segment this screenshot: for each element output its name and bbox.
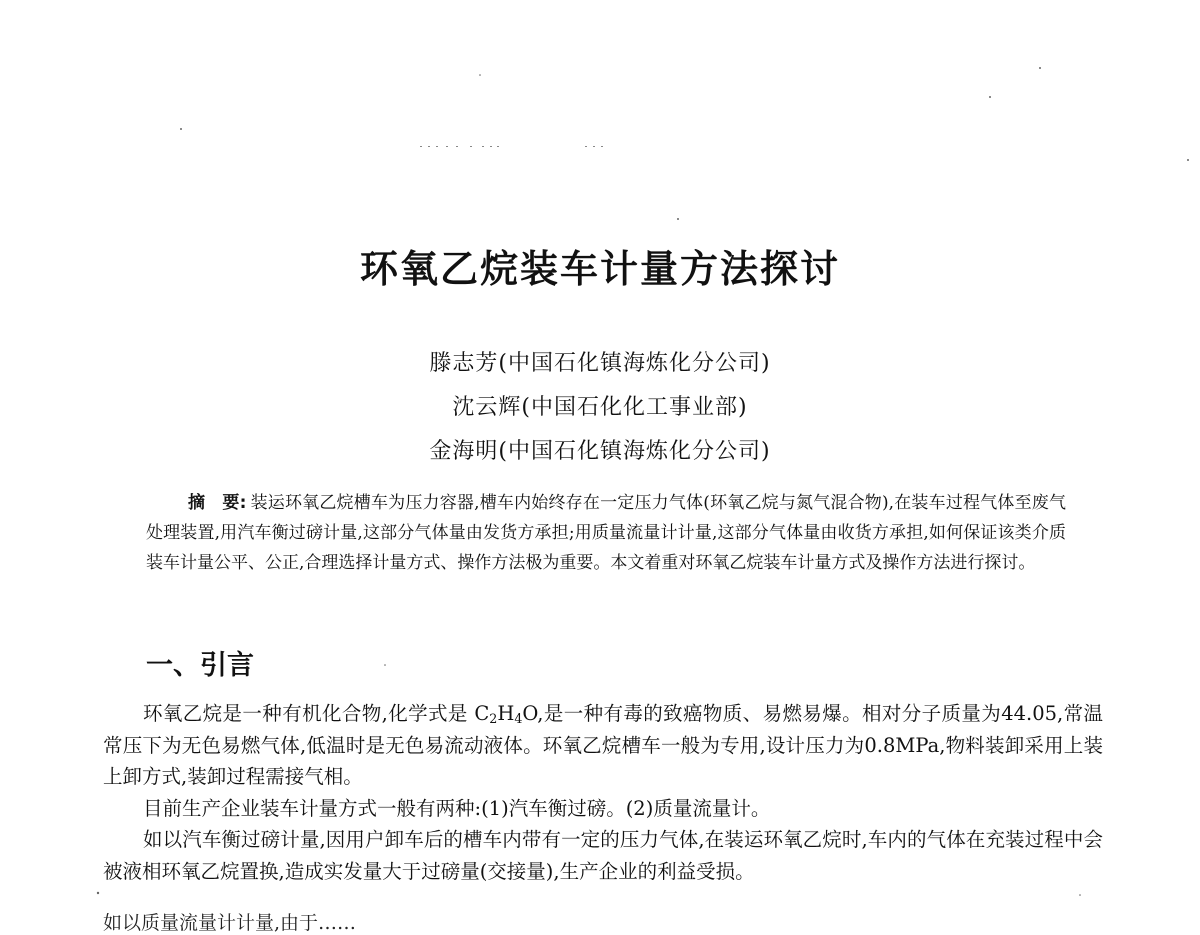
author-line: 滕志芳(中国石化镇海炼化分公司) [429, 351, 771, 376]
section-heading: 一、引言 [146, 650, 254, 681]
formula-element: H [497, 702, 515, 725]
chem-formula-prefix: 环氧乙烷是一种有机化合物,化学式是 C [143, 702, 490, 725]
formula-subscript: 2 [489, 711, 498, 727]
paragraph-text: O,是一种有毒的致癌物质、易燃易爆。相对分子质量为44.05,常温常压下为无色易燃气体,低温时是无色易流动液体。环氧乙烷槽车一般为专用,设计压力为0.8MPa,物料装卸采用上装上卸方式,装卸过程需接气相。 [103, 702, 1103, 788]
paragraph: 如以汽车衡过磅计量,因用户卸车后的槽车内带有一定的压力气体,在装运环氧乙烷时,车内的气体在充装过程中会被液相环氧乙烷置换,造成实发量大于过磅量(交接量),生产企业的利益受损。 [103, 828, 1103, 883]
author-list [0, 342, 1200, 474]
paragraph: 目前生产企业装车计量方式一般有两种:(1)汽车衡过磅。(2)质量流量计。 [143, 796, 771, 820]
formula-subscript: 4 [514, 711, 523, 727]
abstract-text: 装运环氧乙烷槽车为压力容器,槽车内始终存在一定压力气体(环氧乙烷与氮气混合物),在装车过程气体至废气处理装置,用汽车衡过磅计量,这部分气体量由发货方承担;用质量流量计计量,这部分气体量由收货方承担,如何保证该类介质装车计量公平、公正,合理选择计量方式、操作方法极为重要。本文着重对环氧乙烷装车计量方式及操作方法进行探讨。 [146, 493, 1066, 573]
cut-off-line: 如以质量流量计计量,由于…… [103, 912, 357, 934]
abstract [146, 488, 1066, 578]
section-body [103, 698, 1103, 887]
author-line: 沈云辉(中国石化化工事业部) [452, 395, 748, 420]
abstract-label: 摘 要: [188, 493, 247, 513]
paragraph [103, 698, 1103, 793]
author-line: 金海明(中国石化镇海炼化分公司) [429, 439, 771, 464]
paper-title: 环氧乙烷装车计量方法探讨 [359, 247, 840, 291]
